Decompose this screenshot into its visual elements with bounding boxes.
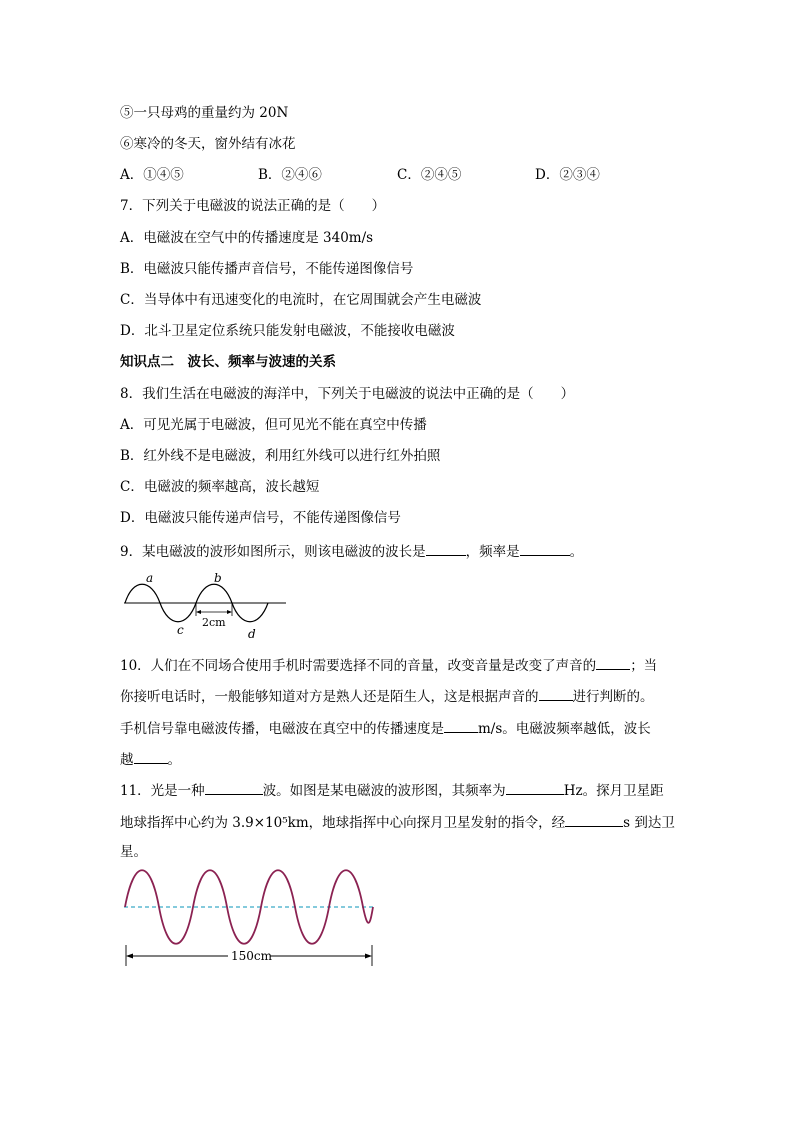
q9-text-2: ，频率是 xyxy=(465,544,520,560)
item-5: ⑤一只母鸡的重量约为 20N xyxy=(120,105,289,121)
question-8: 8．我们生活在电磁波的海洋中，下列关于电磁波的说法中正确的是（ ） xyxy=(120,386,575,402)
q11-blank-1[interactable] xyxy=(205,780,263,795)
q11-text-2b: s 到达卫 xyxy=(623,815,675,831)
q10-text-1b: ；当 xyxy=(630,658,658,674)
q10-text-2b: 进行判断的。 xyxy=(572,689,654,705)
q7-option-d: D．北斗卫星定位系统只能发射电磁波，不能接收电磁波 xyxy=(120,323,455,339)
figure-9-wave xyxy=(118,568,293,644)
item-6: ⑥寒冷的冬天，窗外结有冰花 xyxy=(120,136,296,152)
q10-line-3 xyxy=(120,718,651,738)
fig9-arrow-left xyxy=(196,610,201,614)
q10-blank-3[interactable] xyxy=(444,718,478,733)
q7-option-c: C．当导体中有迅速变化的电流时，在它周围就会产生电磁波 xyxy=(120,292,482,308)
fig9-label-b: b xyxy=(214,571,222,585)
q10-blank-1[interactable] xyxy=(596,655,630,670)
q7-option-a: A．电磁波在空气中的传播速度是 340m/s xyxy=(120,230,374,246)
figure-11-wave xyxy=(118,865,383,970)
q11-blank-2[interactable] xyxy=(506,780,564,795)
q6-option-c: C．②④⑤ xyxy=(397,167,462,183)
q10-blank-4[interactable] xyxy=(134,749,168,764)
q6-option-b: B．②④⑥ xyxy=(258,167,322,183)
q11-text-1c: Hz。探月卫星距 xyxy=(563,783,664,799)
q6-option-a: A．①④⑤ xyxy=(120,167,184,183)
q9-blank-frequency[interactable] xyxy=(520,541,570,556)
q7-option-b: B．电磁波只能传播声音信号，不能传递图像信号 xyxy=(120,261,414,277)
q6-option-d: D．②③④ xyxy=(535,167,600,183)
q9-text-1: 9．某电磁波的波形如图所示，则该电磁波的波长是 xyxy=(120,544,426,560)
section-heading: 知识点二 波长、频率与波速的关系 xyxy=(120,354,336,370)
q11-text-2a: 地球指挥中心约为 3.9×10⁵km，地球指挥中心向探月卫星发射的指令，经 xyxy=(120,815,566,831)
q9-text-3: 。 xyxy=(569,544,584,560)
fig9-arrow-right xyxy=(227,610,232,614)
q10-blank-2[interactable] xyxy=(539,686,573,701)
fig11-arrow-right xyxy=(365,954,372,959)
fig9-label-d: d xyxy=(248,627,256,641)
q10-line-1 xyxy=(120,655,657,675)
question-9 xyxy=(120,541,583,561)
fig11-arrow-left xyxy=(126,954,133,959)
q10-text-3b: m/s。电磁波频率越低，波长 xyxy=(478,721,651,737)
q10-line-2 xyxy=(120,686,654,706)
fig9-label-c: c xyxy=(177,623,184,637)
q8-option-c: C．电磁波的频率越高，波长越短 xyxy=(120,479,320,495)
q10-line-4 xyxy=(120,749,181,769)
fig11-dim-label: 150cm xyxy=(231,949,273,963)
q10-text-2a: 你接听电话时，一般能够知道对方是熟人还是陌生人，这是根据声音的 xyxy=(120,689,539,705)
q10-text-4a: 越 xyxy=(120,752,134,768)
fig9-label-a: a xyxy=(146,571,154,585)
q11-line-3: 星。 xyxy=(120,844,147,860)
q11-text-1a: 11．光是一种 xyxy=(120,783,205,799)
q11-line-1 xyxy=(120,780,664,800)
q8-option-b: B．红外线不是电磁波，利用红外线可以进行红外拍照 xyxy=(120,448,441,464)
q9-blank-wavelength[interactable] xyxy=(426,541,466,556)
q11-line-2 xyxy=(120,812,675,832)
q10-text-4b: 。 xyxy=(167,752,181,768)
q8-option-a: A．可见光属于电磁波，但可见光不能在真空中传播 xyxy=(120,417,427,433)
question-7: 7．下列关于电磁波的说法正确的是（ ） xyxy=(120,198,386,214)
q11-text-1b: 波。如图是某电磁波的波形图，其频率为 xyxy=(262,783,506,799)
q8-option-d: D．电磁波只能传递声信号，不能传递图像信号 xyxy=(120,510,401,526)
q11-blank-3[interactable] xyxy=(565,812,623,827)
q10-text-1a: 10．人们在不同场合使用手机时需要选择不同的音量，改变音量是改变了声音的 xyxy=(120,658,597,674)
fig9-dim-label: 2cm xyxy=(202,616,226,629)
q10-text-3a: 手机信号靠电磁波传播，电磁波在真空中的传播速度是 xyxy=(120,721,444,737)
